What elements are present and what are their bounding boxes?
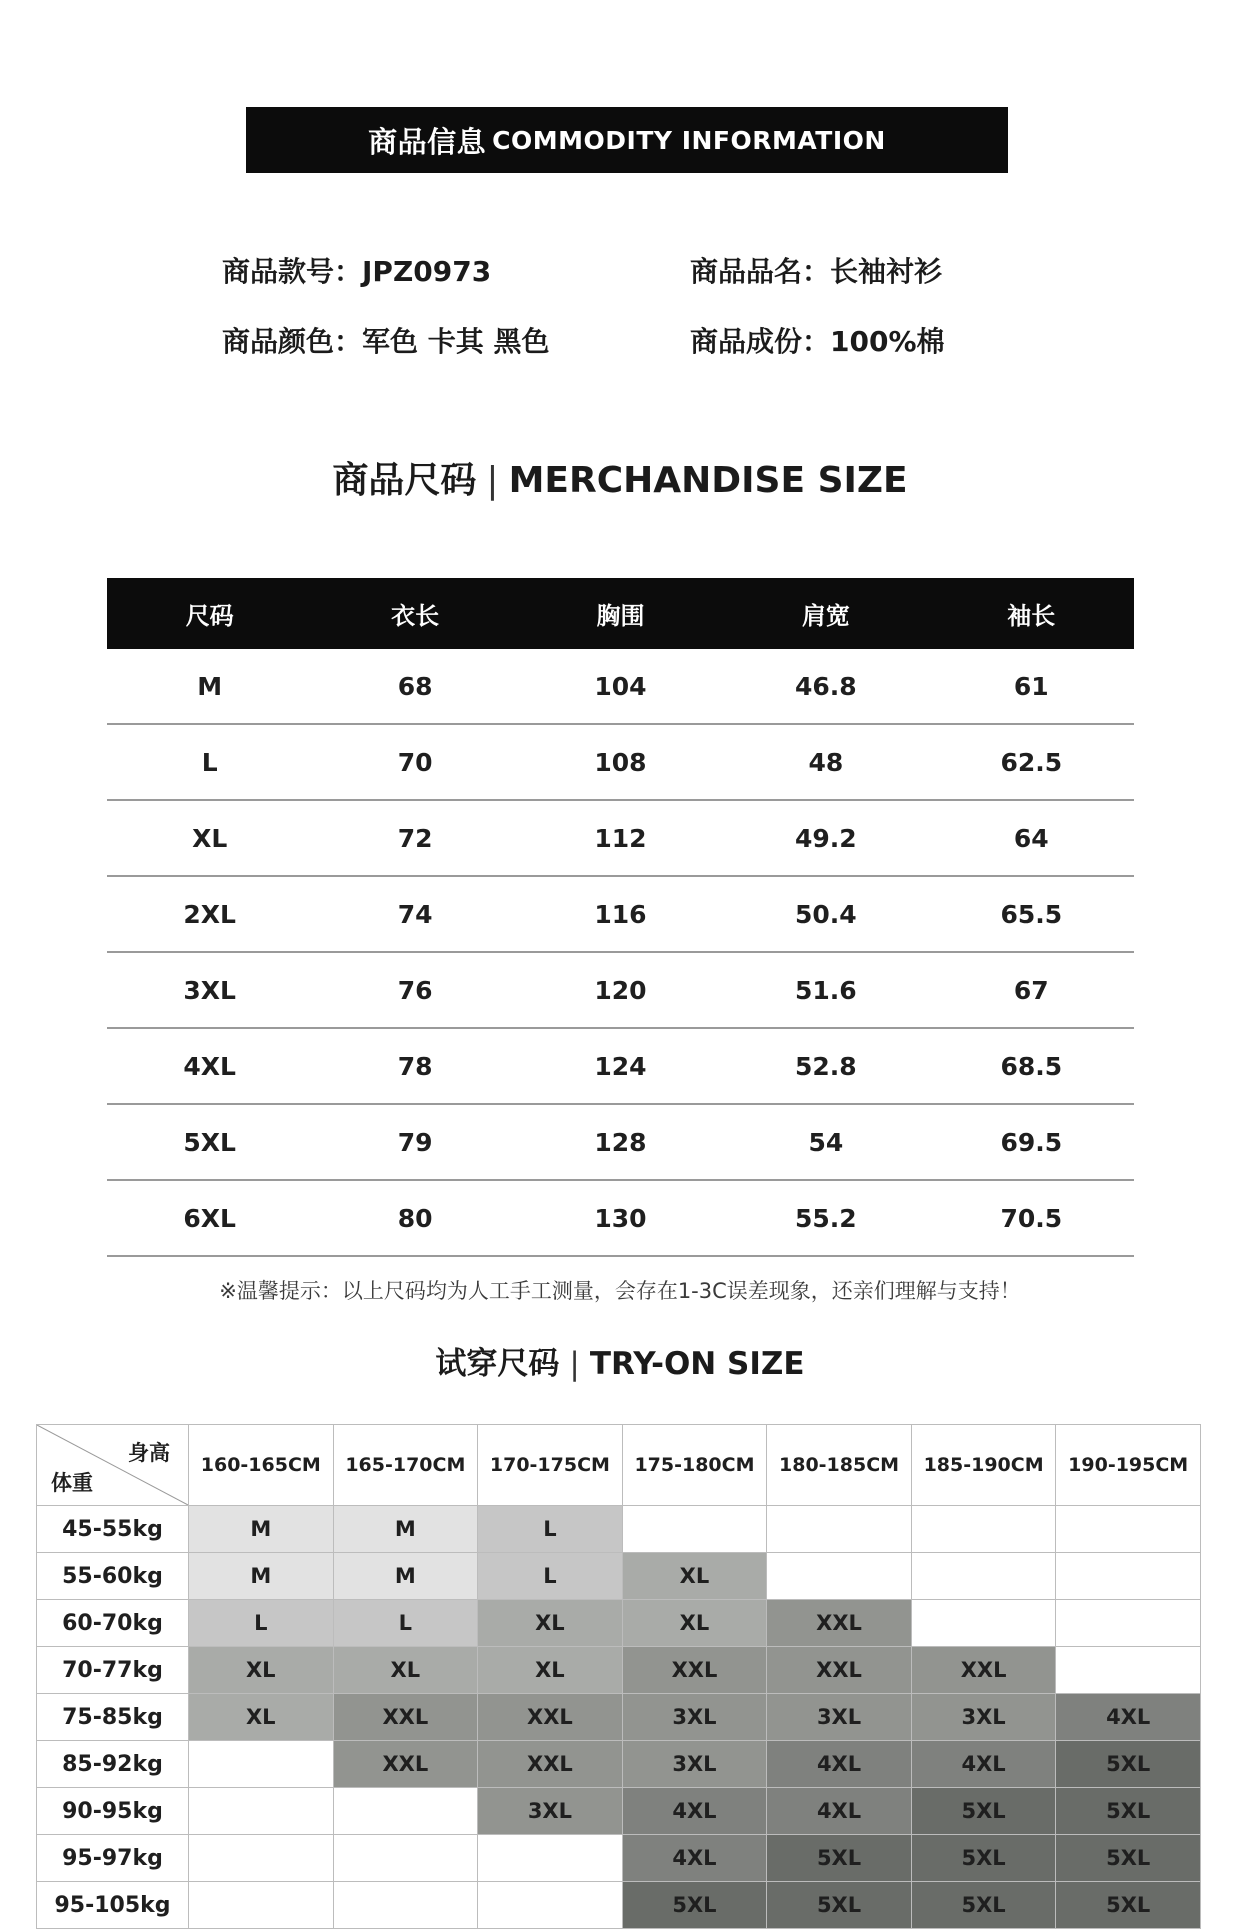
size-table-cell: 120 (518, 952, 723, 1028)
measurement-note: ※温馨提示：以上尺码均为人工手工测量，会存在1-3C误差现象，还亲们理解与支持！ (219, 1279, 1021, 1303)
tryon-size-cell (911, 1506, 1056, 1553)
tryon-size-cell: 3XL (767, 1694, 912, 1741)
tryon-size-cell: 4XL (911, 1741, 1056, 1788)
corner-cell (37, 1425, 189, 1506)
tryon-size-cell: XXL (333, 1694, 478, 1741)
tryon-size-cell: XL (189, 1647, 334, 1694)
size-table-cell: 72 (312, 800, 517, 876)
tryon-size-cell: 4XL (1056, 1694, 1201, 1741)
tryon-size-cell: M (189, 1553, 334, 1600)
size-table-cell: 116 (518, 876, 723, 952)
weight-range-label: 60-70kg (37, 1600, 189, 1647)
size-table-cell: 130 (518, 1180, 723, 1256)
size-table-cell: 51.6 (723, 952, 928, 1028)
size-table-cell: 54 (723, 1104, 928, 1180)
height-axis-label: 身高 (128, 1441, 170, 1465)
tryon-size-cell: XXL (767, 1647, 912, 1694)
tryon-size-cell (189, 1882, 334, 1929)
tryon-size-cell (478, 1882, 623, 1929)
tryon-row (37, 1506, 1201, 1553)
tryon-size-cell (478, 1835, 623, 1882)
weight-range-label: 70-77kg (37, 1647, 189, 1694)
tryon-size-cell: L (189, 1600, 334, 1647)
weight-axis-label: 体重 (51, 1471, 93, 1495)
height-range-header: 180-185CM (767, 1425, 912, 1506)
tryon-size-cell: XXL (911, 1647, 1056, 1694)
tryon-size-cell (767, 1553, 912, 1600)
tryon-size-cell (1056, 1553, 1201, 1600)
commodity-info-banner (246, 107, 1008, 173)
tryon-size-cell: XL (333, 1647, 478, 1694)
product-model: 商品款号：JPZ0973 (222, 255, 492, 288)
size-table-cell: 128 (518, 1104, 723, 1180)
tryon-size-cell: 3XL (622, 1741, 767, 1788)
tryon-size-cell: 3XL (478, 1788, 623, 1835)
size-table-cell: 6XL (107, 1180, 312, 1256)
tryon-row (37, 1553, 1201, 1600)
weight-range-label: 90-95kg (37, 1788, 189, 1835)
tryon-size-cell: 5XL (622, 1882, 767, 1929)
tryon-size-cell: 5XL (1056, 1788, 1201, 1835)
tryon-size-cell: L (333, 1600, 478, 1647)
tryon-row (37, 1788, 1201, 1835)
size-table-cell: 52.8 (723, 1028, 928, 1104)
tryon-size-cell: XXL (333, 1741, 478, 1788)
size-table-cell: 74 (312, 876, 517, 952)
banner-title-en: COMMODITY INFORMATION (492, 125, 886, 155)
tryon-size-cell (333, 1788, 478, 1835)
height-range-header: 190-195CM (1056, 1425, 1201, 1506)
tryon-size-cell: M (333, 1506, 478, 1553)
tryon-size-cell: M (189, 1506, 334, 1553)
size-table-cell: 67 (929, 952, 1134, 1028)
size-table-cell: 68.5 (929, 1028, 1134, 1104)
tryon-size-cell: L (478, 1506, 623, 1553)
size-table-cell: 124 (518, 1028, 723, 1104)
size-table-cell: 68 (312, 649, 517, 724)
size-table-cell: 79 (312, 1104, 517, 1180)
height-range-header: 165-170CM (333, 1425, 478, 1506)
size-table-header: 袖长 (929, 578, 1134, 649)
tryon-size-cell: 5XL (767, 1835, 912, 1882)
tryon-size-cell (333, 1882, 478, 1929)
size-table-cell: 50.4 (723, 876, 928, 952)
tryon-size-title (0, 1338, 1240, 1383)
size-table-row (107, 800, 1134, 876)
size-table-header: 胸围 (518, 578, 723, 649)
tryon-size-cell: XL (478, 1600, 623, 1647)
tryon-size-cell: M (333, 1553, 478, 1600)
tryon-size-cell: XL (478, 1647, 623, 1694)
tryon-size-cell (911, 1600, 1056, 1647)
tryon-size-cell: 3XL (622, 1694, 767, 1741)
tryon-row (37, 1741, 1201, 1788)
tryon-row (37, 1694, 1201, 1741)
tryon-size-cell: 4XL (622, 1835, 767, 1882)
size-table-row (107, 1104, 1134, 1180)
tryon-size-cell: 4XL (622, 1788, 767, 1835)
tryon-size-cell (622, 1506, 767, 1553)
weight-range-label: 75-85kg (37, 1694, 189, 1741)
merchandise-size-title-zh: 商品尺码 (332, 460, 477, 501)
tryon-size-cell (189, 1835, 334, 1882)
product-material: 商品成份：100%棉 (690, 325, 945, 358)
tryon-size-title-en: TRY-ON SIZE (589, 1346, 805, 1382)
tryon-size-cell: XXL (478, 1694, 623, 1741)
size-table-cell: 49.2 (723, 800, 928, 876)
weight-range-label: 45-55kg (37, 1506, 189, 1553)
tryon-row (37, 1647, 1201, 1694)
tryon-size-cell (1056, 1506, 1201, 1553)
title-separator: | (569, 1346, 580, 1382)
banner-title-zh: 商品信息 (368, 124, 487, 159)
size-table-cell: 5XL (107, 1104, 312, 1180)
product-name: 商品品名：长袖衬衫 (690, 255, 943, 288)
size-table-row (107, 649, 1134, 724)
size-table-cell: 78 (312, 1028, 517, 1104)
tryon-size-title-zh: 试穿尺码 (435, 1346, 560, 1382)
tryon-size-cell (189, 1741, 334, 1788)
tryon-size-cell: 4XL (767, 1741, 912, 1788)
tryon-size-cell: 5XL (911, 1882, 1056, 1929)
tryon-size-cell (189, 1788, 334, 1835)
size-table-cell: 108 (518, 724, 723, 800)
size-table-cell: 55.2 (723, 1180, 928, 1256)
size-table-row (107, 1028, 1134, 1104)
size-table-cell: 69.5 (929, 1104, 1134, 1180)
tryon-size-cell: XXL (622, 1647, 767, 1694)
size-table-cell: 3XL (107, 952, 312, 1028)
size-table-cell: 104 (518, 649, 723, 724)
merchandise-size-title-en: MERCHANDISE SIZE (508, 460, 908, 501)
weight-range-label: 95-105kg (37, 1882, 189, 1929)
size-table-cell: XL (107, 800, 312, 876)
size-table-cell: 2XL (107, 876, 312, 952)
title-separator: | (486, 460, 499, 501)
tryon-row (37, 1882, 1201, 1929)
size-table-cell: 46.8 (723, 649, 928, 724)
tryon-size-cell: XXL (478, 1741, 623, 1788)
size-table-cell: 61 (929, 649, 1134, 724)
tryon-size-cell: XL (189, 1694, 334, 1741)
tryon-size-cell: 5XL (911, 1835, 1056, 1882)
tryon-size-cell (767, 1506, 912, 1553)
size-table-header: 尺码 (107, 578, 312, 649)
product-color: 商品颜色：军色 卡其 黑色 (222, 325, 550, 358)
tryon-row (37, 1600, 1201, 1647)
size-table-cell: 76 (312, 952, 517, 1028)
merchandise-size-title (0, 452, 1240, 503)
size-table-cell: 4XL (107, 1028, 312, 1104)
tryon-size-cell: XXL (767, 1600, 912, 1647)
size-table-cell: 62.5 (929, 724, 1134, 800)
size-table-row (107, 876, 1134, 952)
size-table (107, 578, 1134, 1257)
size-table-cell: 70.5 (929, 1180, 1134, 1256)
height-range-header: 185-190CM (911, 1425, 1056, 1506)
size-table-row (107, 952, 1134, 1028)
tryon-size-table (36, 1424, 1201, 1929)
size-table-cell: 64 (929, 800, 1134, 876)
size-table-cell: 70 (312, 724, 517, 800)
size-table-header: 肩宽 (723, 578, 928, 649)
tryon-size-cell: 5XL (1056, 1741, 1201, 1788)
height-range-header: 160-165CM (189, 1425, 334, 1506)
size-table-header: 衣长 (312, 578, 517, 649)
tryon-size-cell (911, 1553, 1056, 1600)
size-table-cell: 80 (312, 1180, 517, 1256)
size-table-cell: 65.5 (929, 876, 1134, 952)
tryon-size-cell: 5XL (767, 1882, 912, 1929)
tryon-size-cell (333, 1835, 478, 1882)
weight-range-label: 55-60kg (37, 1553, 189, 1600)
size-table-cell: L (107, 724, 312, 800)
tryon-row (37, 1835, 1201, 1882)
size-table-cell: M (107, 649, 312, 724)
size-table-cell: 48 (723, 724, 928, 800)
tryon-size-cell: L (478, 1553, 623, 1600)
size-table-cell: 112 (518, 800, 723, 876)
size-table-row (107, 724, 1134, 800)
tryon-size-cell (1056, 1600, 1201, 1647)
height-range-header: 175-180CM (622, 1425, 767, 1506)
size-table-row (107, 1180, 1134, 1256)
tryon-size-cell: 5XL (911, 1788, 1056, 1835)
weight-range-label: 95-97kg (37, 1835, 189, 1882)
tryon-size-cell: 5XL (1056, 1835, 1201, 1882)
tryon-size-cell: 4XL (767, 1788, 912, 1835)
tryon-size-cell (1056, 1647, 1201, 1694)
tryon-size-cell: XL (622, 1553, 767, 1600)
tryon-size-cell: XL (622, 1600, 767, 1647)
height-range-header: 170-175CM (478, 1425, 623, 1506)
tryon-size-cell: 3XL (911, 1694, 1056, 1741)
weight-range-label: 85-92kg (37, 1741, 189, 1788)
tryon-size-cell: 5XL (1056, 1882, 1201, 1929)
